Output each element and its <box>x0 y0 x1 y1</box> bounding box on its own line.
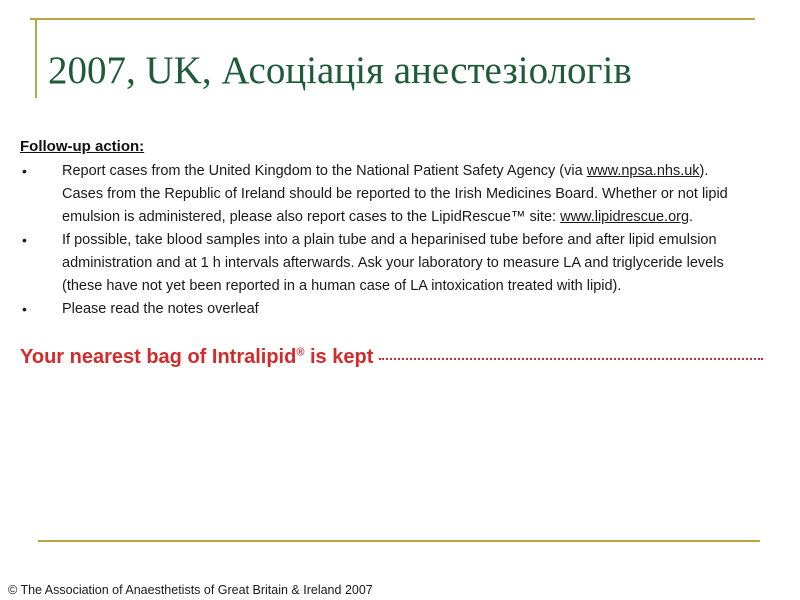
item-text: Report cases from the United Kingdom to the National Patient Safety Agency (via <box>62 163 587 179</box>
npsa-link[interactable]: www.npsa.nhs.uk <box>586 163 700 179</box>
copyright-notice: © The Association of Anaesthetists of Great Britain & Ireland 2007 <box>8 583 373 597</box>
item-text: Please read the notes overleaf <box>62 301 259 317</box>
followup-list <box>20 160 740 321</box>
list-item <box>20 229 740 298</box>
item-text: . <box>689 209 694 225</box>
item-text: ). Cases from the Republic of Ireland should be reported to the Irish Medicines Board. Whether or not lipid emulsion is administered, please also report cases to the LipidRescue™ site: <box>62 163 728 225</box>
lipidrescue-link[interactable]: www.lipidrescue.org <box>560 209 690 225</box>
registered-mark: ® <box>296 346 305 359</box>
list-item <box>20 160 740 229</box>
frame-left-line <box>35 18 37 98</box>
item-text: If possible, take blood samples into a plain tube and a heparinised tube before and after lipid emulsion administration and at 1 h intervals afterwards. Ask your laboratory to measure LA and triglyceride levels (these have not yet been reported in a human case of LA intoxication treated with lipid). <box>62 232 724 294</box>
frame-top-line <box>30 18 755 20</box>
followup-heading: Follow-up action: <box>20 138 145 155</box>
slide-title: 2007, UK, Асоціація анестезіологів <box>48 49 632 92</box>
bullet-icon: • <box>22 232 27 248</box>
intralipid-prefix: Your nearest bag of Intralipid <box>20 346 297 368</box>
frame-bottom-line <box>38 540 760 542</box>
bullet-icon: • <box>22 163 27 179</box>
list-item <box>20 298 740 321</box>
fill-in-dotted-line <box>379 358 763 360</box>
bullet-icon: • <box>22 301 27 317</box>
intralipid-location-line <box>20 346 763 369</box>
intralipid-suffix: is kept <box>304 346 374 368</box>
